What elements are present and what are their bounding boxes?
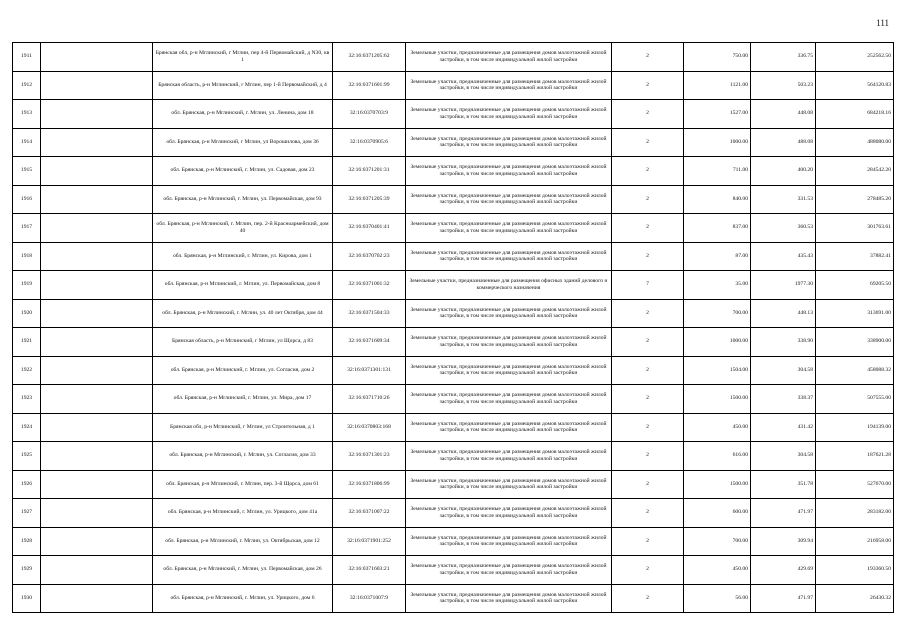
row-number: 1923 bbox=[13, 385, 41, 414]
table-row bbox=[13, 527, 894, 556]
cadastral-value-cell: 507555.00 bbox=[816, 385, 894, 414]
address-cell: Брянская обл, р-н Мглинский, г Мглин, пер 4-й Первомайский, д N30, кв 1 bbox=[153, 43, 333, 72]
blank-cell bbox=[41, 556, 153, 585]
row-number: 1918 bbox=[13, 242, 41, 271]
area-cell: 1500.00 bbox=[684, 470, 751, 499]
table-row bbox=[13, 43, 894, 72]
land-use-cell: Земельные участки, предназначенные для размещения домов малоэтажной жилой застройки, в том числе индивидуальной жилой застройки bbox=[406, 385, 612, 414]
cadastral-number-cell: 32:16:0370803:168 bbox=[333, 413, 406, 442]
address-cell: Брянская область, р-н Мглинский, г Мглин, ул Щорса, д 83 bbox=[153, 328, 333, 357]
cadastral-number-cell: 32:16:0371806:99 bbox=[333, 470, 406, 499]
row-number: 1919 bbox=[13, 271, 41, 300]
row-number: 1916 bbox=[13, 185, 41, 214]
cadastral-number-cell: 32:16:0371201:31 bbox=[333, 157, 406, 186]
table-body bbox=[13, 43, 894, 613]
unit-value-cell: 331.53 bbox=[751, 185, 816, 214]
table-row bbox=[13, 499, 894, 528]
area-cell: 600.00 bbox=[684, 499, 751, 528]
unit-value-cell: 360.53 bbox=[751, 214, 816, 243]
area-cell: 750.00 bbox=[684, 43, 751, 72]
category-cell: 2 bbox=[612, 299, 684, 328]
table-row bbox=[13, 385, 894, 414]
land-use-cell: Земельные участки, предназначенные для размещения домов малоэтажной жилой застройки, в том числе индивидуальной жилой застройки bbox=[406, 442, 612, 471]
row-number: 1920 bbox=[13, 299, 41, 328]
table-row bbox=[13, 470, 894, 499]
land-use-cell: Земельные участки, предназначенные для размещения домов малоэтажной жилой застройки, в том числе индивидуальной жилой застройки bbox=[406, 185, 612, 214]
blank-cell bbox=[41, 299, 153, 328]
land-use-cell: Земельные участки, предназначенные для размещения домов малоэтажной жилой застройки, в том числе индивидуальной жилой застройки bbox=[406, 100, 612, 129]
address-cell: обл. Брянская, р-н Мглинский, г. Мглин, ул. Урицкого, дом 41а bbox=[153, 499, 333, 528]
area-cell: 1121.00 bbox=[684, 71, 751, 100]
cadastral-number-cell: 32:16:0371603:21 bbox=[333, 556, 406, 585]
land-use-cell: Земельные участки, предназначенные для размещения домов малоэтажной жилой застройки, в том числе индивидуальной жилой застройки bbox=[406, 470, 612, 499]
area-cell: 1527.00 bbox=[684, 100, 751, 129]
row-number: 1928 bbox=[13, 527, 41, 556]
unit-value-cell: 338.90 bbox=[751, 328, 816, 357]
blank-cell bbox=[41, 71, 153, 100]
address-cell: обл. Брянская, р-н Мглинский, г. Мглин, ул. Мира, дом 17 bbox=[153, 385, 333, 414]
cadastral-value-cell: 313691.00 bbox=[816, 299, 894, 328]
cadastral-number-cell: 32:16:0370703:9 bbox=[333, 100, 406, 129]
cadastral-value-cell: 278485.20 bbox=[816, 185, 894, 214]
blank-cell bbox=[41, 128, 153, 157]
table-row bbox=[13, 100, 894, 129]
table-row bbox=[13, 242, 894, 271]
cadastral-value-cell: 283182.00 bbox=[816, 499, 894, 528]
row-number: 1924 bbox=[13, 413, 41, 442]
cadastral-value-cell: 69205.50 bbox=[816, 271, 894, 300]
unit-value-cell: 351.78 bbox=[751, 470, 816, 499]
row-number: 1917 bbox=[13, 214, 41, 243]
address-cell: обл. Брянская, р-н Мглинский, г. Мглин, пер. 2-й Красноармейский, дом 40 bbox=[153, 214, 333, 243]
unit-value-cell: 1977.30 bbox=[751, 271, 816, 300]
row-number: 1925 bbox=[13, 442, 41, 471]
table-row bbox=[13, 157, 894, 186]
area-cell: 616.00 bbox=[684, 442, 751, 471]
row-number: 1915 bbox=[13, 157, 41, 186]
category-cell: 2 bbox=[612, 499, 684, 528]
table-row bbox=[13, 214, 894, 243]
land-use-cell: Земельные участки, предназначенные для размещения домов малоэтажной жилой застройки, в том числе индивидуальной жилой застройки bbox=[406, 527, 612, 556]
cadastral-number-cell: 32:16:0371001:32 bbox=[333, 271, 406, 300]
table-row bbox=[13, 128, 894, 157]
blank-cell bbox=[41, 356, 153, 385]
land-use-cell: Земельные участки, предназначенные для размещения домов малоэтажной жилой застройки, в том числе индивидуальной жилой застройки bbox=[406, 242, 612, 271]
cadastral-number-cell: 32:16:0371901:252 bbox=[333, 527, 406, 556]
category-cell: 2 bbox=[612, 214, 684, 243]
blank-cell bbox=[41, 185, 153, 214]
cadastral-value-cell: 488080.00 bbox=[816, 128, 894, 157]
address-cell: обл. Брянская, р-н Мглинский, г. Мглин, ул. Октябрьская, дом 12 bbox=[153, 527, 333, 556]
blank-cell bbox=[41, 100, 153, 129]
cadastral-value-cell: 458088.32 bbox=[816, 356, 894, 385]
blank-cell bbox=[41, 584, 153, 613]
category-cell: 2 bbox=[612, 413, 684, 442]
address-cell: обл. Брянская, р-н Мглинский, г. Мглин, пер. 3-й Щорса, дом 61 bbox=[153, 470, 333, 499]
table-row bbox=[13, 328, 894, 357]
row-number: 1926 bbox=[13, 470, 41, 499]
land-use-cell: Земельные участки, предназначенные для размещения домов малоэтажной жилой застройки, в том числе индивидуальной жилой застройки bbox=[406, 214, 612, 243]
address-cell: обл. Брянская, р-н Мглинский, г. Мглин, ул. Садовая, дом 23 bbox=[153, 157, 333, 186]
area-cell: 450.00 bbox=[684, 413, 751, 442]
cadastral-number-cell: 32:16:0371609:34 bbox=[333, 328, 406, 357]
cadastral-number-cell: 32:16:0370905:6 bbox=[333, 128, 406, 157]
blank-cell bbox=[41, 271, 153, 300]
category-cell: 2 bbox=[612, 185, 684, 214]
row-number: 1929 bbox=[13, 556, 41, 585]
cadastral-value-cell: 564120.83 bbox=[816, 71, 894, 100]
address-cell: обл. Брянская, р-н Мглинский, г. Мглин, ул. Урицкого, дом 6 bbox=[153, 584, 333, 613]
row-number: 1913 bbox=[13, 100, 41, 129]
unit-value-cell: 309.94 bbox=[751, 527, 816, 556]
unit-value-cell: 400.20 bbox=[751, 157, 816, 186]
cadastral-value-cell: 301763.61 bbox=[816, 214, 894, 243]
row-number: 1922 bbox=[13, 356, 41, 385]
area-cell: 35.00 bbox=[684, 271, 751, 300]
row-number: 1912 bbox=[13, 71, 41, 100]
land-use-cell: Земельные участки, предназначенные для размещения домов малоэтажной жилой застройки, в том числе индивидуальной жилой застройки bbox=[406, 71, 612, 100]
land-use-cell: Земельные участки, предназначенные для размещения домов малоэтажной жилой застройки, в том числе индивидуальной жилой застройки bbox=[406, 43, 612, 72]
unit-value-cell: 429.69 bbox=[751, 556, 816, 585]
unit-value-cell: 338.37 bbox=[751, 385, 816, 414]
row-number: 1914 bbox=[13, 128, 41, 157]
cadastral-value-cell: 527670.00 bbox=[816, 470, 894, 499]
area-cell: 1000.00 bbox=[684, 128, 751, 157]
cadastral-number-cell: 32:16:0371205:62 bbox=[333, 43, 406, 72]
unit-value-cell: 304.58 bbox=[751, 356, 816, 385]
category-cell: 2 bbox=[612, 442, 684, 471]
address-cell: Брянская область, р-н Мглинский, г Мглин, пер 1-й Первомайский, д 4 bbox=[153, 71, 333, 100]
unit-value-cell: 435.43 bbox=[751, 242, 816, 271]
area-cell: 56.00 bbox=[684, 584, 751, 613]
table-row bbox=[13, 584, 894, 613]
blank-cell bbox=[41, 470, 153, 499]
cadastral-value-cell: 193360.50 bbox=[816, 556, 894, 585]
land-use-cell: Земельные участки, предназначенные для размещения домов малоэтажной жилой застройки, в том числе индивидуальной жилой застройки bbox=[406, 356, 612, 385]
cadastral-number-cell: 32:16:0370702:23 bbox=[333, 242, 406, 271]
area-cell: 711.00 bbox=[684, 157, 751, 186]
blank-cell bbox=[41, 242, 153, 271]
cadastral-value-cell: 26430.32 bbox=[816, 584, 894, 613]
address-cell: обл. Брянская, р-н Мглинский, г Мглин, ул Ворошилова, дом 36 bbox=[153, 128, 333, 157]
address-cell: обл. Брянская, р-н Мглинский, г. Мглин, ул. 40 лет Октября, дом 44 bbox=[153, 299, 333, 328]
unit-value-cell: 471.97 bbox=[751, 499, 816, 528]
unit-value-cell: 304.58 bbox=[751, 442, 816, 471]
area-cell: 1504.00 bbox=[684, 356, 751, 385]
unit-value-cell: 503.23 bbox=[751, 71, 816, 100]
unit-value-cell: 431.42 bbox=[751, 413, 816, 442]
blank-cell bbox=[41, 43, 153, 72]
land-use-cell: Земельные участки, предназначенные для размещения домов малоэтажной жилой застройки, в том числе индивидуальной жилой застройки bbox=[406, 584, 612, 613]
area-cell: 700.00 bbox=[684, 527, 751, 556]
category-cell: 2 bbox=[612, 556, 684, 585]
unit-value-cell: 488.08 bbox=[751, 128, 816, 157]
row-number: 1927 bbox=[13, 499, 41, 528]
cadastral-number-cell: 32:16:0371301:131 bbox=[333, 356, 406, 385]
table-row bbox=[13, 556, 894, 585]
area-cell: 837.00 bbox=[684, 214, 751, 243]
cadastral-value-cell: 194139.00 bbox=[816, 413, 894, 442]
cadastral-number-cell: 32:16:0371007:22 bbox=[333, 499, 406, 528]
cadastral-number-cell: 32:16:0371007:9 bbox=[333, 584, 406, 613]
land-use-cell: Земельные участки, предназначенные для размещения офисных зданий делового и коммерческого назначения bbox=[406, 271, 612, 300]
category-cell: 2 bbox=[612, 328, 684, 357]
cadastral-number-cell: 32:16:0371601:99 bbox=[333, 71, 406, 100]
row-number: 1930 bbox=[13, 584, 41, 613]
address-cell: Брянская обл, р-н Мглинский, г Мглин, ул Строительная, д 1 bbox=[153, 413, 333, 442]
cadastral-value-cell: 338900.00 bbox=[816, 328, 894, 357]
cadastral-value-cell: 37882.41 bbox=[816, 242, 894, 271]
row-number: 1921 bbox=[13, 328, 41, 357]
address-cell: обл. Брянская, р-н Мглинский, г. Мглин, ул. Первомайская, дом 8 bbox=[153, 271, 333, 300]
cadastral-value-cell: 252562.50 bbox=[816, 43, 894, 72]
address-cell: обл. Брянская, р-н Мглинский, г. Мглин, ул. Первомайская, дом 93 bbox=[153, 185, 333, 214]
cadastral-value-cell: 187621.28 bbox=[816, 442, 894, 471]
cadastral-number-cell: 32:16:0371301:23 bbox=[333, 442, 406, 471]
page-number: 111 bbox=[876, 18, 889, 28]
cadastral-value-cell: 216958.00 bbox=[816, 527, 894, 556]
category-cell: 2 bbox=[612, 584, 684, 613]
address-cell: обл. Брянская, р-н Мглинский, г. Мглин, ул. Кирова, дом 1 bbox=[153, 242, 333, 271]
unit-value-cell: 471.97 bbox=[751, 584, 816, 613]
category-cell: 2 bbox=[612, 100, 684, 129]
land-use-cell: Земельные участки, предназначенные для размещения домов малоэтажной жилой застройки, в том числе индивидуальной жилой застройки bbox=[406, 499, 612, 528]
blank-cell bbox=[41, 157, 153, 186]
cadastral-number-cell: 32:16:0371710:26 bbox=[333, 385, 406, 414]
category-cell: 7 bbox=[612, 271, 684, 300]
cadastral-value-cell: 684218.16 bbox=[816, 100, 894, 129]
blank-cell bbox=[41, 442, 153, 471]
category-cell: 2 bbox=[612, 157, 684, 186]
table-row bbox=[13, 442, 894, 471]
address-cell: обл. Брянская, р-н Мглинский, г. Мглин, ул. Ленина, дом 18 bbox=[153, 100, 333, 129]
land-registry-table bbox=[12, 42, 894, 613]
table-row bbox=[13, 71, 894, 100]
land-use-cell: Земельные участки, предназначенные для размещения домов малоэтажной жилой застройки, в том числе индивидуальной жилой застройки bbox=[406, 556, 612, 585]
unit-value-cell: 448.08 bbox=[751, 100, 816, 129]
table-row bbox=[13, 185, 894, 214]
table-row bbox=[13, 356, 894, 385]
land-use-cell: Земельные участки, предназначенные для размещения домов малоэтажной жилой застройки, в том числе индивидуальной жилой застройки bbox=[406, 413, 612, 442]
blank-cell bbox=[41, 499, 153, 528]
table-row bbox=[13, 271, 894, 300]
land-use-cell: Земельные участки, предназначенные для размещения домов малоэтажной жилой застройки, в том числе индивидуальной жилой застройки bbox=[406, 128, 612, 157]
category-cell: 2 bbox=[612, 527, 684, 556]
blank-cell bbox=[41, 385, 153, 414]
area-cell: 450.00 bbox=[684, 556, 751, 585]
blank-cell bbox=[41, 214, 153, 243]
unit-value-cell: 336.75 bbox=[751, 43, 816, 72]
table-row bbox=[13, 299, 894, 328]
category-cell: 2 bbox=[612, 71, 684, 100]
cadastral-number-cell: 32:16:0371205:39 bbox=[333, 185, 406, 214]
address-cell: обл. Брянская, р-н Мглинский, г. Мглин, ул. Согласия, дом 2 bbox=[153, 356, 333, 385]
category-cell: 2 bbox=[612, 385, 684, 414]
table-row bbox=[13, 413, 894, 442]
category-cell: 2 bbox=[612, 43, 684, 72]
area-cell: 700.00 bbox=[684, 299, 751, 328]
unit-value-cell: 448.13 bbox=[751, 299, 816, 328]
blank-cell bbox=[41, 328, 153, 357]
area-cell: 1500.00 bbox=[684, 385, 751, 414]
cadastral-value-cell: 284542.20 bbox=[816, 157, 894, 186]
category-cell: 2 bbox=[612, 470, 684, 499]
category-cell: 2 bbox=[612, 356, 684, 385]
category-cell: 2 bbox=[612, 242, 684, 271]
address-cell: обл. Брянская, р-н Мглинский, г. Мглин, ул. Первомайская, дом 26 bbox=[153, 556, 333, 585]
row-number: 1911 bbox=[13, 43, 41, 72]
land-use-cell: Земельные участки, предназначенные для размещения домов малоэтажной жилой застройки, в том числе индивидуальной жилой застройки bbox=[406, 299, 612, 328]
blank-cell bbox=[41, 527, 153, 556]
area-cell: 1000.00 bbox=[684, 328, 751, 357]
cadastral-number-cell: 32:16:0370401:41 bbox=[333, 214, 406, 243]
address-cell: обл. Брянская, р-н Мглинский, г. Мглин, ул. Согласия, дом 33 bbox=[153, 442, 333, 471]
area-cell: 840.00 bbox=[684, 185, 751, 214]
land-use-cell: Земельные участки, предназначенные для размещения домов малоэтажной жилой застройки, в том числе индивидуальной жилой застройки bbox=[406, 328, 612, 357]
land-use-cell: Земельные участки, предназначенные для размещения домов малоэтажной жилой застройки, в том числе индивидуальной жилой застройки bbox=[406, 157, 612, 186]
cadastral-number-cell: 32:16:0371504:33 bbox=[333, 299, 406, 328]
category-cell: 2 bbox=[612, 128, 684, 157]
area-cell: 87.00 bbox=[684, 242, 751, 271]
blank-cell bbox=[41, 413, 153, 442]
